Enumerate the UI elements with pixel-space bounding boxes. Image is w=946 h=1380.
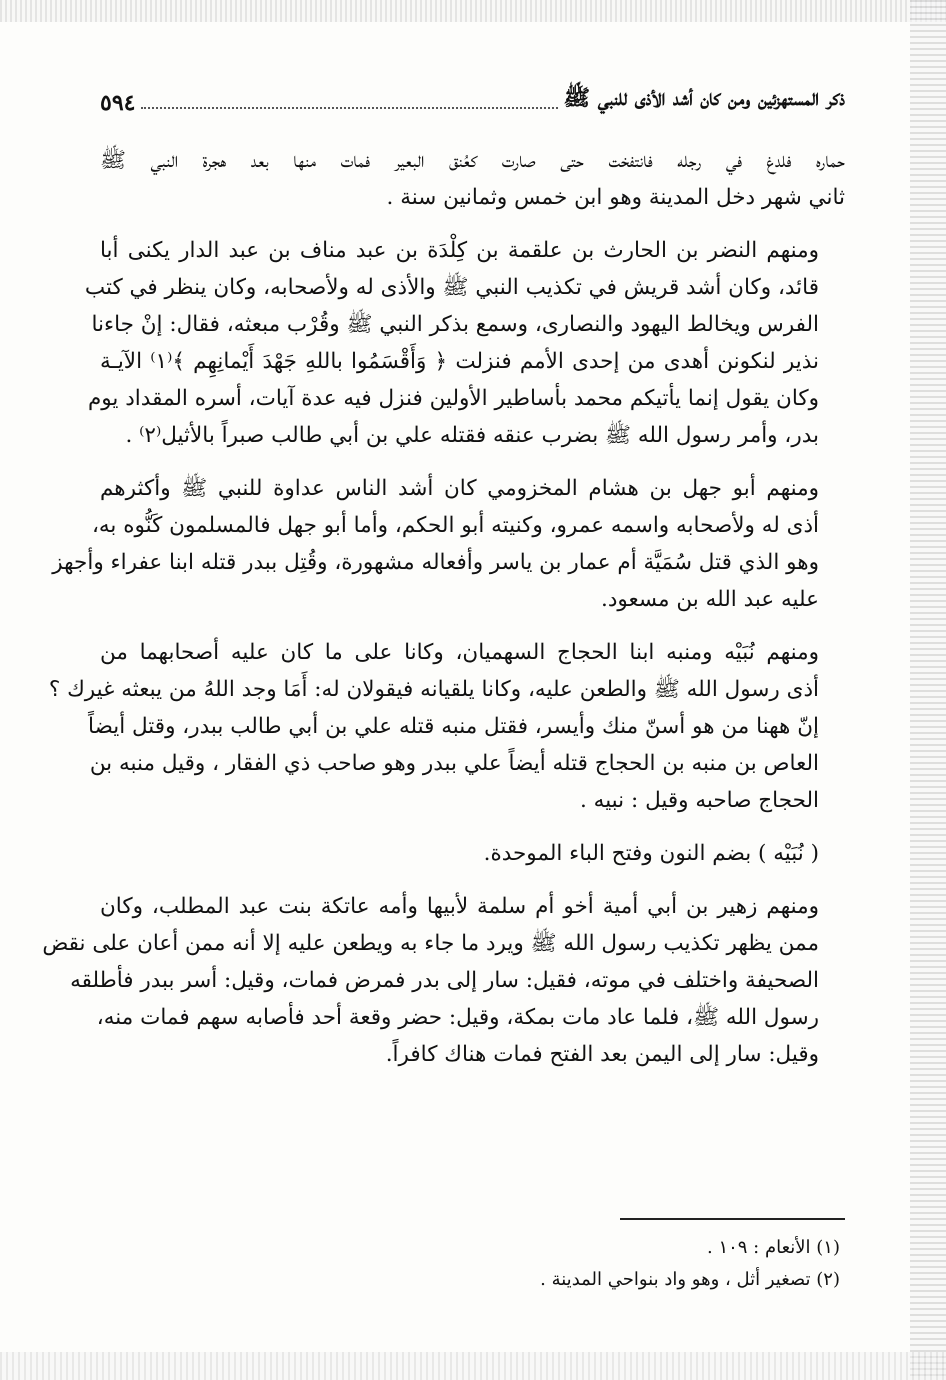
text-line: حماره فلدغ في رجله فانتفخت حتى صارت كعُنق البعير فمات منها بعد هجرة النبي ﷺ: [100, 148, 845, 173]
text-line: وكان يقول إنما يأتيكم محمد بأساطير الأولين فنزل فيه عدة آيات، أسره المقداد يوم: [88, 386, 819, 411]
text-line: عليه عبد الله بن مسعود.: [600, 587, 819, 612]
page-number: ٥٩٤: [100, 90, 136, 116]
text-line: أذى رسول الله ﷺ والطعن عليه، وكانا يلقيانه فيقولان له: أَمَا وجد اللهُ من يبعثه غيرك ؟: [48, 677, 819, 702]
text-line: الصحيفة واختلف في موته، فقيل: سار إلى بدر فمرض فمات، وقيل: أسر ببدر فأطلقه: [70, 968, 819, 993]
footnotes: [100, 1232, 840, 1296]
scan-edge-right: [910, 0, 946, 1380]
text-line: نذير لنكونن أهدى من إحدى الأمم فنزلت ﴿ وَأَقْسَمُوا باللهِ جَهْدَ أَيْمانِهِم ﴾⁽١⁾ الآيـة: [100, 349, 819, 374]
page-header: [100, 82, 845, 116]
text-line: الفرس ويخالط اليهود والنصارى، وسمع بذكر النبي ﷺ وقُرْب مبعثه، فقال: إنْ جاءنا: [91, 312, 819, 337]
text-line: ( نُبَيْه ) بضم النون وفتح الباء الموحدة.: [483, 841, 819, 866]
text-line: بدر، وأمر رسول الله ﷺ بضرب عنقه فقتله علي بن أبي طالب صبراً بالأثيل⁽٢⁾ .: [125, 423, 819, 448]
paragraph-4: [48, 634, 845, 819]
body-text: [42, 142, 845, 1089]
scan-edge-top: [0, 0, 946, 22]
paragraph-5: [100, 835, 845, 872]
text-line: ثاني شهر دخل المدينة وهو ابن خمس وثمانين سنة .: [386, 185, 845, 210]
footnote-2: (٢) تصغير أثل ، وهو واد بنواحي المدينة .: [540, 1269, 840, 1290]
footnote-separator: [620, 1218, 845, 1220]
text-line: وقيل: سار إلى اليمن بعد الفتح فمات هناك كافراً.: [385, 1042, 819, 1067]
text-line: الحجاج صاحبه وقيل : نبيه .: [580, 788, 819, 813]
paragraph-6: [42, 888, 845, 1073]
text-line: أذى له ولأصحابه واسمه عمرو، وكنيته أبو الحكم، وأما أبو جهل فالمسلمون كَنُّوه به،: [91, 513, 819, 538]
footnote-1: (١) الأنعام : ١٠٩ .: [706, 1237, 840, 1258]
paragraph-1: [100, 142, 845, 216]
scan-edge-bottom: [0, 1352, 946, 1380]
header-leader-dots: [141, 107, 557, 109]
running-title: ذكر المستهزئين ومن كان أشد الأذى للنبي ﷺ: [563, 85, 845, 111]
text-line: إنّ ههنا من هو أسنّ منك وأيسر، فقتل منبه قتله علي بن أبي طالب ببدر، وقتل أيضاً: [88, 714, 819, 739]
text-line: رسول الله ﷺ، فلما عاد مات بمكة، وقيل: حضر وقعة أحد فأصابه سهم فمات منه،: [96, 1005, 819, 1030]
paragraph-2: [84, 232, 845, 454]
text-line: ممن يظهر تكذيب رسول الله ﷺ ويرد ما جاء به ويطعن عليه إلا أنه ممن أعان على نقض: [42, 931, 819, 956]
text-line: ومنهم النضر بن الحارث بن علقمة بن كِلْدَة بن عبد مناف بن عبد الدار يكنى أبا: [100, 238, 819, 263]
text-line: قائد، وكان أشد قريش في تكذيب النبي ﷺ والأذى له ولأصحابه، وكان ينظر في كتب: [84, 275, 819, 300]
text-line: العاص بن منبه بن الحجاج قتله أيضاً علي ببدر وهو صاحب ذي الفقار ، وقيل منبه بن: [89, 751, 819, 776]
paragraph-3: [52, 470, 845, 618]
text-line: وهو الذي قتل سُمَيَّة أم عمار بن ياسر وأفعاله مشهورة، وقُتِل ببدر قتله ابنا عفراء وأجهز: [52, 550, 819, 575]
text-line: ومنهم زهير بن أبي أمية أخو أم سلمة لأبيها وأمه عاتكة بنت عبد المطلب، وكان: [100, 894, 819, 919]
text-line: ومنهم نُبَيْه ومنبه ابنا الحجاج السهميان، وكانا على ما كان عليه أصحابهما من: [100, 640, 819, 665]
text-line: ومنهم أبو جهل بن هشام المخزومي كان أشد الناس عداوة للنبي ﷺ وأكثرهم: [100, 476, 819, 501]
